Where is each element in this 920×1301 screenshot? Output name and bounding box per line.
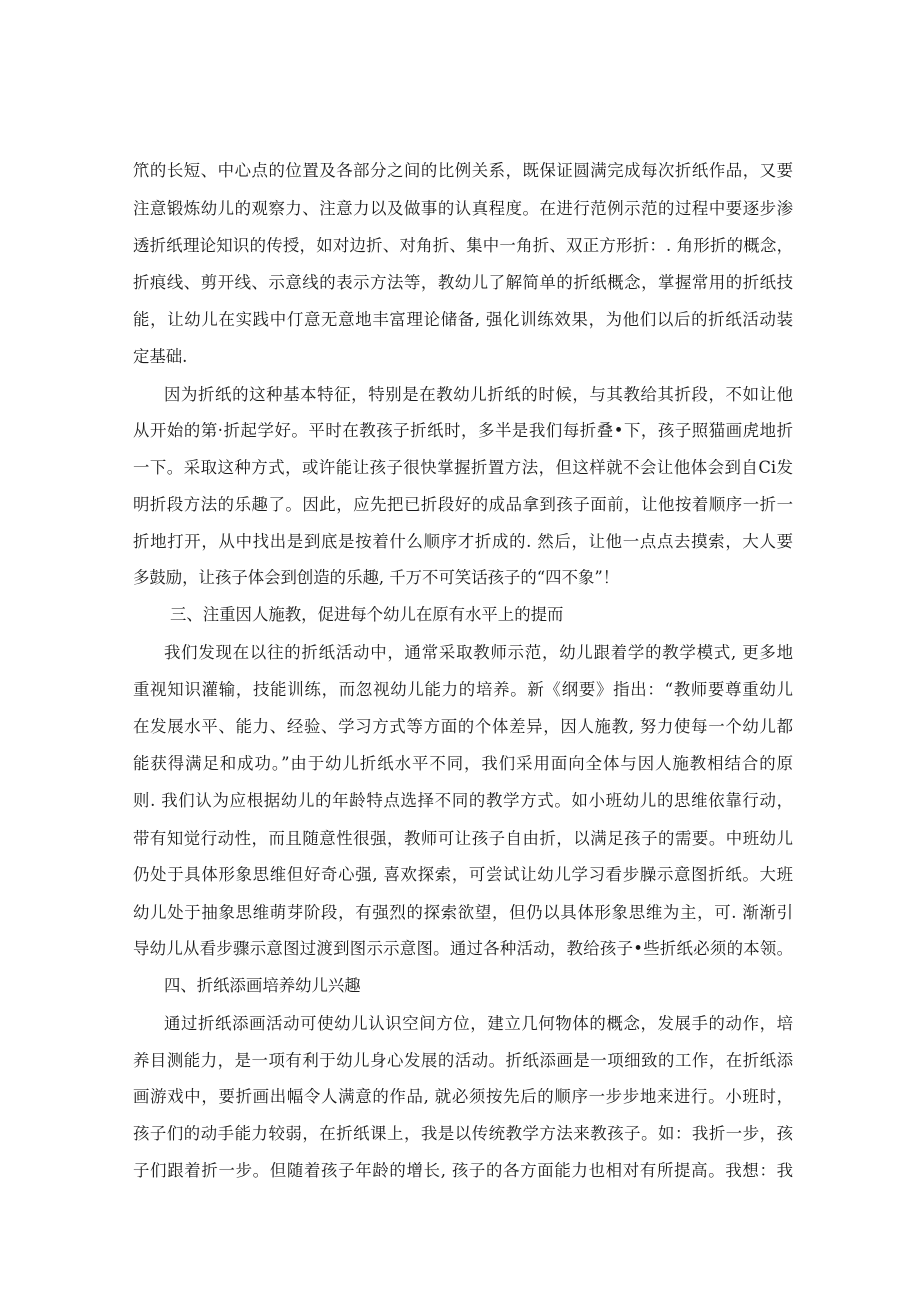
text-line: 定基础. [133,347,188,366]
text-line: 重视知识灌输，技能训练，而忽视幼儿能力的培养。新《纲要》指出：“教师要尊重幼儿 [133,680,793,699]
text-line: 能获得满足和成功。”由于幼儿折纸水平不同，我们采用面向全体与因人施教相结合的原 [133,754,793,773]
text-line: 导幼儿从看步骤示意图过渡到图示示意图。通过各种活动，教给孩子•些折纸必须的本领。 [133,939,793,958]
text-line: 仍处于具体形象思维但好奇心强, 喜欢探索，可尝试让幼儿学习看步臊示意图折纸。大班 [133,865,793,884]
text-line: 在发展水平、能力、经验、学习方式等方面的个体差异，因人施教, 努力使每一个幼儿都 [133,717,793,736]
text-line: 注意锻炼幼儿的观察力、注意力以及做事的认真程度。在进行范例示范的过程中要逐步渗 [133,199,793,218]
text-line: 子们跟着折一步。但随着孩子年龄的增长, 孩子的各方面能力也相对有所提高。我想：我 [133,1161,793,1180]
text-line: 笊的长短、中心点的位置及各部分之间的比例关系，既保证圆满完成每次折纸作品，又要 [133,161,793,180]
text-line: 一下。采取这种方式，或许能让孩子很快掌握折置方法，但这样就不会让他体会到自Ci发 [133,458,793,477]
text-line: 养目测能力，是一项有利于幼儿身心发展的活动。折纸添画是一项细致的工作，在折纸添 [133,1051,793,1070]
text-line: 折地打开，从中找出是到底是按着什么顺序才折成的. 然后，让他一点点去摸索，大人要 [133,532,793,551]
text-line: 画游戏中，要折画出幅令人满意的作品, 就必须按先后的顺序一步步地来进行。小班时， [133,1087,793,1106]
text-line: 因为折纸的这种基本特征，特别是在教幼儿折纸的时候，与其教给其折段，不如让他 [164,385,793,404]
text-line: 多鼓励，让孩子体会到创造的乐趣, 千万不可笑话孩子的“四不象”！ [133,568,620,587]
text-line: 带有知觉行动性，而且随意性很强，教师可让孩子自由折，以满足孩子的需要。中班幼儿 [133,829,793,848]
text-line: 从开始的第·折起学好。平时在教孩子折纸时，多半是我们每折叠•下，孩子照猫画虎地折 [133,421,793,440]
text-line: 通过折纸添画活动可使幼儿认识空间方位，建立几何物体的概念，发展手的动作，培 [164,1014,793,1033]
text-line: 折痕线、剪开线、示意线的表示方法等，教幼儿了解简单的折纸概念，掌握常用的折纸技 [133,273,793,292]
text-line: 我们发现在以往的折纸活动中，通常采取教师示范，幼儿跟着学的教学模式, 更多地 [164,643,793,662]
text-line: 则. 我们认为应根据幼儿的年龄特点选择不同的教学方式。如小班幼儿的思维依靠行动， [133,791,793,810]
text-line: 孩子们的动手能力较弱，在折纸课上，我是以传统教学方法来教孩子。如：我折一步，孩 [133,1124,793,1143]
section-heading: 四、折纸添画培养幼儿兴趣 [164,976,361,995]
section-heading: 三、注重因人施教，促进每个幼儿在原有水平上的提而 [170,605,564,624]
text-line: 透折纸理论知识的传授，如对边折、对角折、集中一角折、双正方形折：. 角形折的概念， [133,236,793,255]
text-line: 幼儿处于抽象思维萌芽阶段，有强烈的探索欲望，但仍以具体形象思维为主，可. 渐渐引 [133,903,793,922]
text-line: 明折段方法的乐趣了。因此，应先把已折段好的成品拿到孩子面前，让他按着顺序一折一 [133,495,793,514]
text-line: 能，让幼儿在实践中仃意无意地丰富理论储备, 强化训练效果，为他们以后的折纸活动装 [133,310,793,329]
